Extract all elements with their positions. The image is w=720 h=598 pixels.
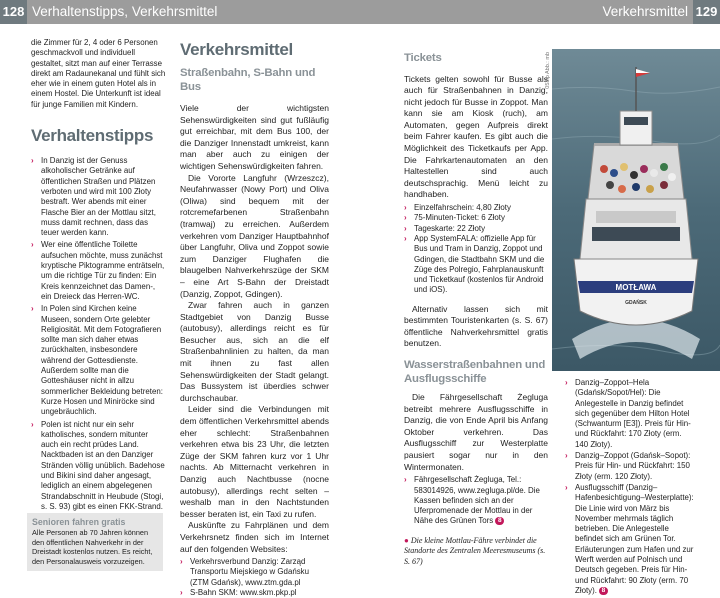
boat-text: Die Fährgesellschaft Żegluga betreibt mehrere Ausflugsschiffe in Danzig, die von Ende April bis Anfang Oktober verkehren. Das Ausflugsschiff zur Westerplatte pausiert sogar nur in den Wintermonaten. bbox=[404, 392, 548, 472]
route-item: › Danzig–Zoppot–Hela (Gdańsk/Sopot/Hel): Die Anlegestelle in Danzig befindet sich gegenüber dem Hilton Hotel (Schwanturm [E3]). Preis für Hin- und Rückfahrt: 170 Złoty (erm. 140 Złoty). bbox=[565, 378, 691, 449]
boat-illustration bbox=[552, 49, 720, 371]
ticket-item: › App SystemFALA: offizielle App für Bus und Tram in Danzig, Zoppot und Gdingen, die Stadtbahn SKM und die Züge des Polregio, Fahrplanauskunft und Ticketkauf (kostenlos für Android und iOS). bbox=[404, 233, 545, 295]
paragraph: Auskünfte zu Fahrplänen und dem Verkehrsnetz finden sich im Internet auf den folgenden Websites: bbox=[180, 520, 329, 554]
right-page-number: 129 bbox=[693, 0, 720, 24]
arrow-icon: › bbox=[565, 451, 568, 461]
boat-photo bbox=[552, 49, 720, 371]
left-running-title: Verhaltenstipps, Verkehrsmittel bbox=[32, 4, 218, 19]
arrow-icon: › bbox=[180, 557, 183, 567]
arrow-icon: › bbox=[565, 378, 568, 387]
column-3 bbox=[404, 38, 548, 527]
senior-box-title: Senioren fahren gratis bbox=[32, 517, 126, 527]
column-1 bbox=[31, 38, 166, 512]
arrow-icon: › bbox=[404, 233, 407, 243]
alternative-text: Alternativ lassen sich mit bestimmten Touristenkarten (s. S. 67) öffentliche Nahverkehrsmittel gratis benutzen. bbox=[404, 303, 548, 349]
tip-item: › Polen ist nicht nur ein sehr katholisches, sondern mitunter auch ein recht prüdes Land. Nacktbaden ist an den Danziger Stränden völlig unüblich. Badehose und Bikini sind daher angesagt, lediglich an einem abgelegenen Strandabschnitt in Heubude (Stogi, s. S. 93) gibt es einen FKK-Strand. bbox=[31, 419, 165, 511]
arrow-icon: › bbox=[565, 482, 568, 492]
arrow-icon: › bbox=[404, 223, 407, 233]
arrow-icon: › bbox=[31, 240, 34, 250]
ticket-item: › Tageskarte: 22 Złoty bbox=[404, 223, 486, 233]
ticket-item: › 75-Minuten-Ticket: 6 Złoty bbox=[404, 213, 505, 223]
map-marker-badge: 8 bbox=[495, 517, 504, 525]
link-item: › Verkehrsverbund Danzig: Zarząd Transportu Miejskiego w Gdańsku (ZTM Gdańsk), www.ztm.gda.pl bbox=[180, 557, 309, 587]
arrow-icon: › bbox=[31, 419, 34, 429]
paragraph: Die Vororte Langfuhr (Wrzeszcz), Neufahrwasser (Nowy Port) und Oliva (Oliwa) sind bequem mit der rotcremefarbenen Straßenbahn (tramwaj) zu erreichen. Außerdem verkehren vom Danziger Hauptbahnhof über Langfuhr, Oliva und Zoppot sowie zum Danziger Flughafen die blaugelben Nahverkehrszüge der SKM – eine Art S-Bahn der Dreistadt (Danzig, Zoppot, Gdingen). bbox=[180, 172, 329, 299]
map-marker-badge: 8 bbox=[599, 587, 608, 595]
ticket-item: › Einzelfahrschein: 4,80 Złoty bbox=[404, 203, 511, 213]
paragraph: Leider sind die Verbindungen mit dem öffentlichen Verkehrsmittel abends eher schlecht: Straßenbahnen verkehren etwa bis 23 Uhr, die letzten Züge der SKM fahren kurz vor 1 Uhr nachts. Ab Mitternacht verkehren in Danzig auch Nachtbusse (nocne autobusy), allerdings recht selten – weshalb man in den Nachtstunden besser beraten ist, ein Taxi zu rufen. bbox=[180, 404, 329, 519]
arrow-icon: › bbox=[404, 203, 407, 213]
boat-port-label: GDAŃSK bbox=[625, 300, 647, 306]
boat-contact: › Fährgesellschaft Żegluga, Tel.: 583014926, www.zegluga.pl/de. Die Kassen befinden sich an der Uferpromenade der Mottlau in der Nähe des Grünen Tors 8 bbox=[404, 475, 540, 526]
arrow-icon: › bbox=[404, 475, 407, 485]
boat-name-label: MOTŁAWA bbox=[615, 283, 657, 292]
tip-item: › Wer eine öffentliche Toilette aufsuchen möchte, muss zunächst kryptische Piktogramme enträtseln, um die richtige Tür zu finden: Ein Kreis kennzeichnet das Damen-, ein Dreieck das Herren-WC. bbox=[31, 240, 165, 301]
subheading-boats: Wasserstraßenbahnen und Ausflugsschiffe bbox=[404, 359, 546, 385]
section-heading-verhaltenstipps: Verhaltenstipps bbox=[31, 126, 154, 146]
left-page-number: 128 bbox=[0, 0, 27, 24]
link-item: › S-Bahn SKM: www.skm.pkp.pl bbox=[180, 588, 297, 598]
subheading-tram-bus: Straßenbahn, S-Bahn und Bus bbox=[180, 67, 316, 93]
column-4 bbox=[565, 378, 695, 596]
photo-caption: ● Die kleine Mottlau-Fähre verbindet die Standorte des Zentralen Meeresmuseums (s. S. 67) bbox=[404, 536, 546, 566]
section-heading-verkehrsmittel: Verkehrsmittel bbox=[180, 40, 293, 59]
route-item: › Danzig–Zoppot (Gdańsk–Sopot): Preis für Hin- und Rückfahrt: 150 Złoty (erm. 120 Złoty). bbox=[565, 451, 691, 481]
caption-marker-icon: ● bbox=[404, 536, 409, 545]
arrow-icon: › bbox=[404, 213, 407, 223]
senior-info-box bbox=[27, 513, 163, 571]
arrow-icon: › bbox=[31, 304, 34, 314]
paragraph: Zwar fahren auch in ganzen Stadtgebiet von Danzig Busse (autobusy), allerdings reicht es für Besucher aus, sich an die elf Straßenbahnlinien zu halten, da man mit ihnen zu fast allen Sehenswürdigkeiten der Stadt gelangt. Das Bussystem ist überdies schwer durchschaubar. bbox=[180, 300, 329, 403]
tip-item: › In Danzig ist der Genuss alkoholischer Getränke auf öffentlichen Straßen und Plätzen verboten und wird mit 100 Złoty bestraft. Wer abends mit einer Flasche Bier an der Mottlau sitzt, muss damit rechnen, dass das teuer werden kann. bbox=[31, 156, 156, 238]
subheading-tickets: Tickets bbox=[404, 52, 442, 64]
tickets-text: Tickets gelten sowohl für Busse als auch für Straßenbahnen in Danzig, nicht jedoch für Busse in Zoppot. Man kann sie am Kiosk (ruch), am Automaten, gegen Aufpreis direkt beim Fahrer kaufen. Es gibt auch die Möglichkeit des Ticketkaufs per App. Die Fahrkartenautomaten an den Haltestellen sind auch deutschsprachig. Menü leicht zu handhaben. bbox=[404, 73, 548, 200]
photo-credit: 053ip Abb.: mb bbox=[545, 52, 551, 89]
right-running-title: Verkehrsmittel bbox=[602, 4, 688, 19]
column-2 bbox=[180, 38, 329, 598]
arrow-icon: › bbox=[180, 588, 183, 598]
paragraph: Viele der wichtigsten Sehenswürdigkeiten sind gut fußläufig gut erreichbar, mit dem Bus 100, der die Danziger Innenstadt umkreist, kann man aber auch zu einigen der wichtigen Sehenswürdigkeiten fahren. bbox=[180, 103, 329, 171]
senior-box-text: Alle Personen ab 70 Jahren können den öffentlichen Nahverkehr in der Dreistadt kostenlos nutzen. Es reicht, den Personalausweis vorzuzeigen. bbox=[32, 528, 153, 566]
tip-item: › In Polen sind Kirchen keine Museen, sondern Orte gelebter Religiosität. Mit dem Fotografieren sollte man sich daher etwas zurückhalten, insbesondere während der Gottesdienste. Außerdem sollte man die Gotteshäuser nicht in allzu sommerlicher Bekleidung betreten: Kurze Hosen und Miniröcke sind ungebräuchlich. bbox=[31, 304, 163, 417]
route-item: › Ausflugsschiff (Danzig–Hafenbesichtigung–Westerplatte): Die Linie wird von März bis November mehrmals täglich betrieben. Die Anlegestelle befindet sich am Grünen Tor. Erläuterungen zum Hafen und zur Werft werden auf Polnisch und Deutsch gegeben. Preis für Hin- und Rückfahrt: 90 Złoty (erm. 70 Złoty). 8 bbox=[565, 482, 694, 595]
hostel-text: die Zimmer für 2, 4 oder 6 Personen geschmackvoll und individuell gestaltet, sitzt man auf einer Terrasse direkt am Radaunekanal und fühlt sich eher wie in einem guten Hotel als in einem Hostel. Die Unterkunft ist ideal für junge Familien mit Kindern. bbox=[31, 38, 166, 109]
arrow-icon: › bbox=[31, 156, 34, 166]
